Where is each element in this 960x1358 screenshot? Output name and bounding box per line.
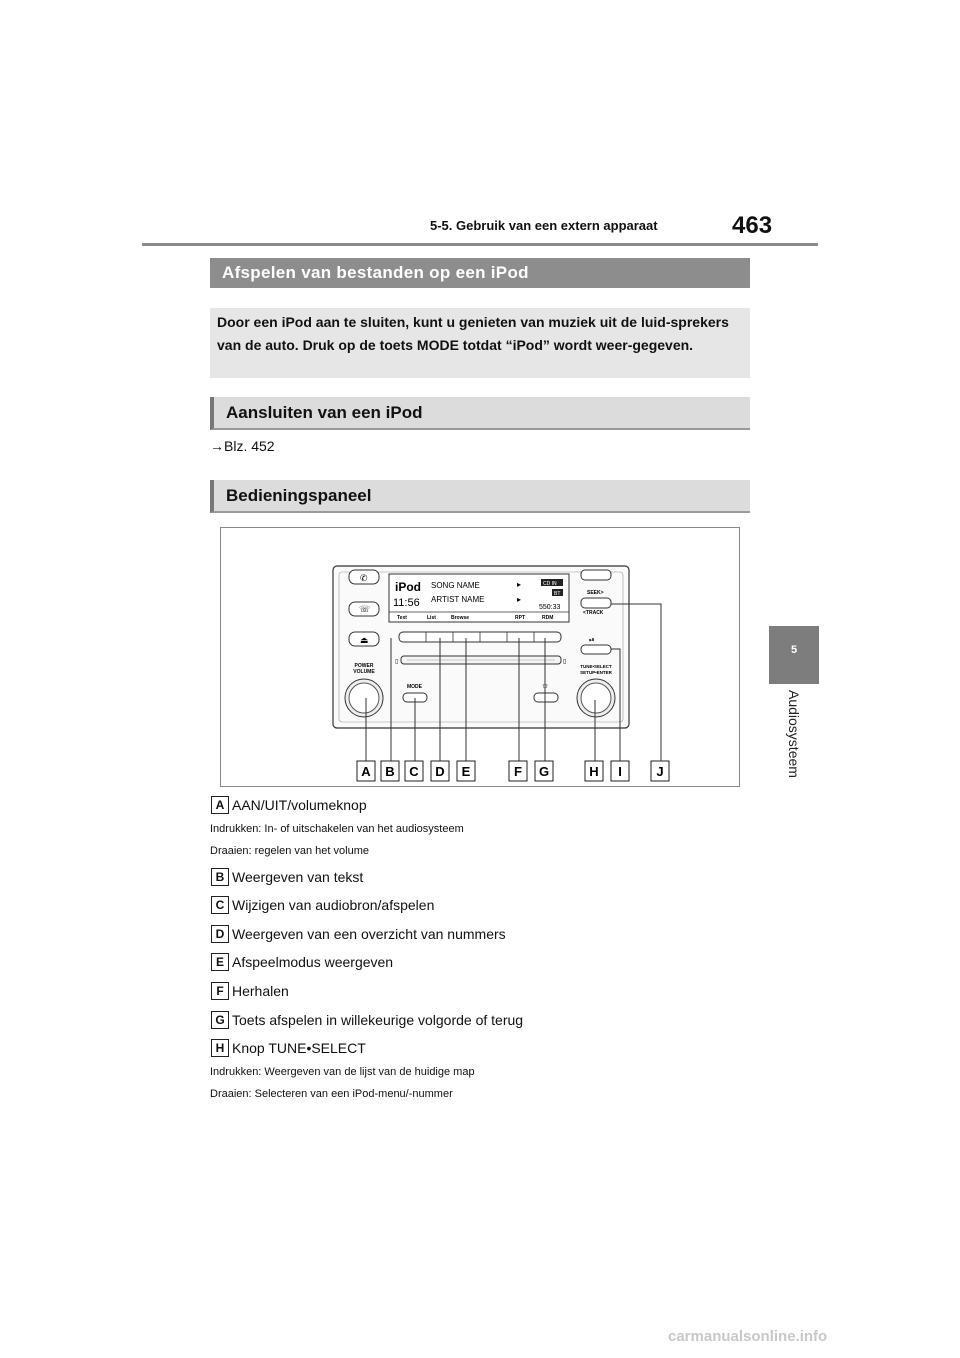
display-track-time: 550:33 (539, 604, 561, 611)
callout-i: I (618, 764, 622, 779)
header-rule (142, 243, 818, 246)
chapter-label: Audiosysteem (786, 690, 802, 778)
connect-heading-bar (210, 397, 750, 430)
callout-boxes (357, 761, 669, 781)
track-label: <TRACK (583, 610, 604, 616)
softkey-label-rpt: RPT (515, 615, 525, 621)
item-badge-c: C (211, 896, 229, 914)
phone-hangup-icon: ☏ (359, 604, 371, 614)
page-reference: →Blz. 452 (210, 438, 275, 454)
seek-label: SEEK> (587, 590, 604, 596)
display-source: iPod (395, 580, 421, 594)
intro-text: Door een iPod aan te sluiten, kunt u genieten van muziek uit de luid-sprekers van de auto. Druk op de toets MODE totdat “iPod” wordt weer-gegeven. (217, 314, 729, 353)
display-time: 11:56 (393, 597, 420, 609)
callout-j: J (656, 764, 664, 779)
play-pause-icon: ⏯ (589, 637, 595, 644)
softkey-label-list: List (427, 615, 436, 621)
item-e-label: Afspeelmodus weergeven (232, 954, 394, 970)
item-c-label: Wijzigen van audiobron/afspelen (232, 897, 435, 913)
connect-heading: Aansluiten van een iPod (226, 403, 423, 422)
page-title: Afspelen van bestanden op een iPod (222, 263, 529, 282)
panel-heading: Bedieningspaneel (226, 486, 372, 505)
note-a-press: Indrukken: In- of uitschakelen van het audiosysteem (210, 823, 464, 835)
chapter-number: 5 (790, 644, 798, 656)
media-button (534, 693, 558, 702)
tune-select-label: TUNE•SELECT SETUP•ENTER (580, 664, 612, 675)
note-h-press: Indrukken: Weergeven van de lijst van de huidige map (210, 1066, 475, 1078)
callout-d: D (435, 764, 445, 779)
track-button (581, 598, 611, 608)
power-volume-label: POWER VOLUME (353, 663, 375, 675)
intro-box (210, 308, 750, 378)
panel-heading-bar (210, 480, 750, 513)
mode-label: MODE (407, 684, 422, 690)
softkey-label-text: Text (397, 615, 407, 621)
item-a-label: AAN/UIT/volumeknop (232, 797, 367, 813)
item-badge-h: H (211, 1039, 229, 1057)
artist-arrow-icon: ▸ (517, 595, 522, 604)
softkey-label-rdm: RDM (542, 615, 554, 621)
callout-a: A (361, 764, 371, 779)
callout-h: H (589, 764, 599, 779)
note-h-turn: Draaien: Selecteren van een iPod-menu/-nummer (210, 1088, 453, 1100)
item-h-label: Knop TUNE•SELECT (232, 1040, 366, 1056)
item-badge-d: D (211, 925, 229, 943)
song-arrow-icon: ▸ (517, 580, 522, 589)
callout-b: B (385, 764, 395, 779)
item-b-label: Weergeven van tekst (232, 869, 364, 885)
item-badge-a: A (211, 796, 229, 814)
note-a-turn: Draaien: regelen van het volume (210, 845, 369, 857)
callout-f: F (514, 764, 522, 779)
control-panel-figure (220, 527, 740, 787)
item-badge-g: G (211, 1011, 229, 1029)
item-badge-f: F (211, 982, 229, 1000)
item-badge-e: E (211, 953, 229, 971)
softkey-label-browse: Browse (451, 615, 470, 621)
control-panel-illustration (221, 528, 739, 786)
cd-slot-right-mark: ▯ (563, 659, 567, 665)
display-artist: ARTIST NAME (431, 595, 485, 604)
callout-c: C (409, 764, 419, 779)
item-d-label: Weergeven van een overzicht van nummers (232, 926, 506, 942)
item-g-label: Toets afspelen in willekeurige volgorde of terug (232, 1012, 524, 1028)
tune-select-knob-inner (581, 683, 611, 713)
page-number: 463 (732, 212, 773, 239)
callout-e: E (461, 764, 471, 779)
bt-label: BT (554, 591, 561, 597)
watermark: carmanualsonline.info (668, 1328, 828, 1345)
item-badge-b: B (211, 868, 229, 886)
play-pause-button (581, 645, 611, 654)
phone-call-icon: ✆ (360, 573, 368, 583)
cd-slot-left-mark: ▯ (395, 659, 399, 665)
eject-icon: ⏏ (360, 635, 369, 645)
brightness-icon: ☼ (541, 680, 550, 690)
item-f-label: Herhalen (232, 983, 289, 999)
section-header: 5-5. Gebruik van een extern apparaat (430, 218, 658, 233)
power-volume-knob-inner (349, 683, 379, 713)
display-song: SONG NAME (431, 581, 480, 590)
page-title-bar (210, 258, 750, 288)
seek-button (581, 570, 611, 580)
cd-in-label: CD IN (543, 581, 557, 587)
callout-g: G (538, 764, 550, 779)
